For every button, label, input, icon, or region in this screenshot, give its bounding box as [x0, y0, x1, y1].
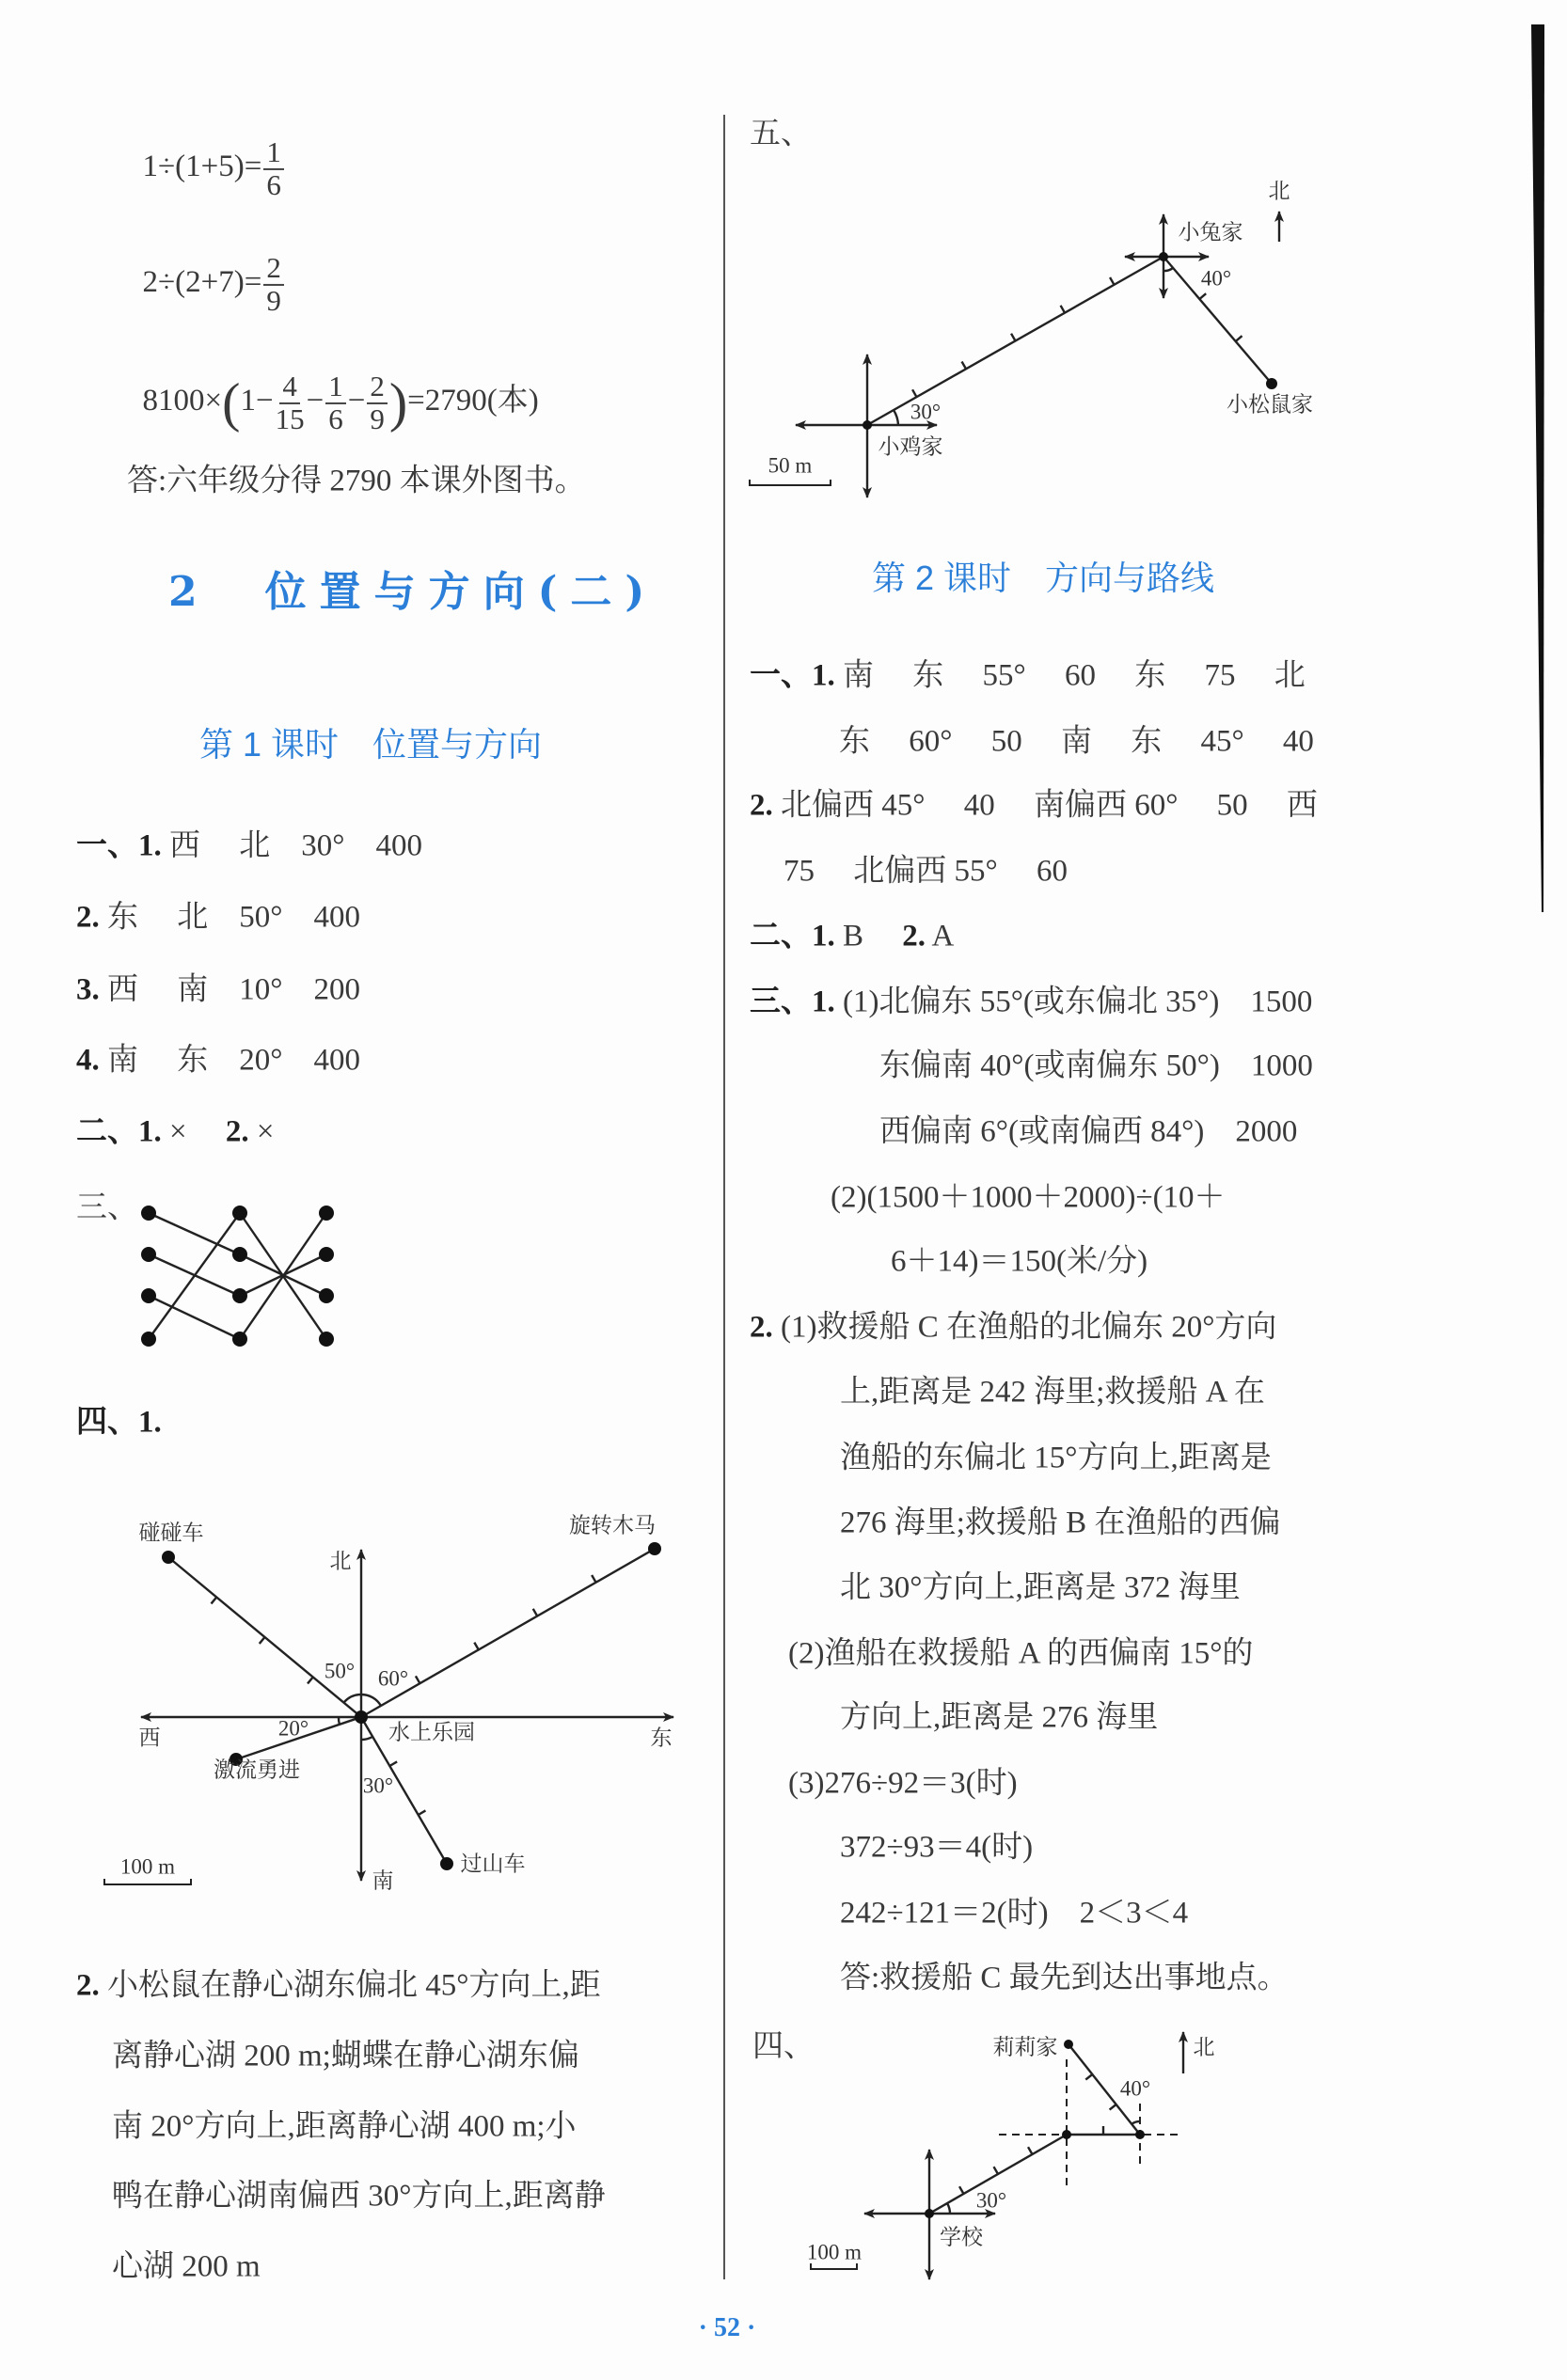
answer-line [76, 828, 422, 863]
rafting-label: 激流勇进 [214, 1757, 300, 1782]
answer-line [840, 1570, 1241, 1605]
item-text: (1)北偏东 55°(或东偏北 35°) 1500 [834, 985, 1313, 1019]
item-label: 一、1. [750, 658, 835, 693]
page-number: · 52 · [698, 2313, 756, 2342]
route-diagram [811, 2032, 1183, 2279]
answer-line: 鸭在静心湖南偏西 30°方向上,距离静 [112, 2179, 606, 2214]
scale-tick [1028, 2147, 1032, 2154]
numerator: 2 [367, 371, 388, 404]
numerator: 1 [325, 371, 346, 404]
item-text: 东 60° 50 南 东 45° 40 [839, 724, 1314, 759]
scale-tick [959, 2186, 963, 2194]
answer-line [76, 1114, 275, 1149]
left-paren: ( [222, 371, 241, 433]
answer-line [840, 1896, 1189, 1931]
scale-label: 100 m [806, 2240, 863, 2264]
scale-tick [912, 389, 916, 397]
denominator: 9 [370, 402, 385, 435]
equation-prefix: 8100× [142, 384, 223, 418]
answer-line [831, 1180, 1226, 1215]
scale-tick [1199, 293, 1206, 299]
equation-3 [127, 340, 539, 434]
scale-tick [1110, 277, 1114, 285]
item-label: 二、1. [750, 919, 835, 954]
item-text: 75 北偏西 55° 60 [784, 854, 1068, 889]
scale-tick [592, 1575, 595, 1583]
fraction [263, 250, 284, 317]
question-5-label: 五、 [750, 117, 812, 151]
answer-line [750, 788, 1318, 823]
item-label: 3. [76, 972, 100, 1007]
answer-line [840, 1375, 1265, 1410]
answer-line [76, 972, 360, 1007]
scale-tick [994, 2167, 998, 2174]
lesson-2-title: 第 2 课时 方向与路线 [872, 559, 1215, 597]
north-label: 北 [1193, 2035, 1215, 2059]
water-park-label: 水上乐园 [388, 1720, 475, 1744]
north-label: 北 [329, 1549, 352, 1573]
numerator: 2 [263, 253, 284, 286]
answer-line [788, 1766, 1018, 1801]
answer-text: 答:六年级分得 2790 本课外图书。 [127, 464, 586, 498]
item-text: 西 北 30° 400 [161, 828, 422, 863]
chapter-title: 2 位置与方向(二) [168, 568, 658, 616]
item-text: 答:救援船 C 最先到达出事地点。 [840, 1961, 1289, 1995]
item-text: 方向上,距离是 276 海里 [840, 1700, 1159, 1735]
right-paren: ) [388, 371, 408, 433]
fraction [263, 134, 284, 201]
answer-line [840, 1505, 1281, 1540]
item-text: 西偏南 6°(或南偏西 84°) 2000 [879, 1114, 1298, 1149]
item-text: 372÷93＝4(时) [840, 1830, 1034, 1865]
item-label: 2. [225, 1114, 249, 1149]
item-text: 6＋14)＝150(米/分) [891, 1244, 1148, 1279]
scale-tick [533, 1609, 537, 1616]
equation-expression: 2÷(2+7)= [142, 265, 262, 300]
equation-part: 1− [240, 384, 274, 418]
equation-result: =2790(本) [407, 384, 539, 418]
item-text: 西 南 10° 200 [99, 972, 360, 1007]
denominator: 6 [266, 167, 281, 201]
scale-tick [260, 1637, 265, 1644]
minus-sign: − [347, 384, 366, 418]
fraction [325, 371, 346, 434]
equation-2 [127, 222, 286, 316]
east-label: 东 [650, 1726, 673, 1750]
denominator: 15 [275, 402, 305, 435]
angle-label: 60° [377, 1666, 409, 1691]
answer-line [76, 1968, 601, 2003]
item-text: 北偏西 45° 40 南偏西 60° 50 西 [772, 788, 1318, 823]
scale-tick [1061, 306, 1065, 313]
angle-label: 30° [362, 1773, 394, 1798]
equation-1 [127, 106, 286, 200]
matching-lines [149, 1213, 326, 1339]
item-text: 小松鼠在静心湖东偏北 45°方向上,距 [99, 1968, 601, 2003]
scan-edge [1531, 24, 1544, 912]
scale-tick [416, 1676, 419, 1683]
fraction [367, 371, 388, 434]
item-label: 4. [76, 1043, 100, 1078]
answer-line: 南 20°方向上,距离静心湖 400 m;小 [112, 2109, 577, 2144]
item-label: 2. [750, 788, 773, 823]
answer-line [784, 854, 1068, 889]
denominator: 6 [328, 402, 343, 435]
west-label: 西 [138, 1726, 161, 1750]
item-label: 2. [76, 1968, 100, 2003]
numerator: 4 [279, 371, 300, 404]
answer-line [840, 1963, 1289, 1994]
scale-tick [1110, 2104, 1116, 2110]
answer-line: 离静心湖 200 m;蝴蝶在静心湖东偏 [112, 2039, 579, 2073]
item-text: (1)救援船 C 在渔船的北偏东 20°方向 [772, 1310, 1277, 1345]
scale-tick [962, 362, 966, 370]
item-label: 2. [750, 1310, 773, 1345]
rabbit-home-label: 小兔家 [1178, 220, 1243, 244]
answer-line [750, 1310, 1277, 1345]
answer-line: 心湖 200 m [112, 2249, 261, 2284]
scale-tick [1085, 2074, 1092, 2080]
answer-line [750, 987, 1312, 1018]
scale-label: 50 m [768, 453, 813, 478]
angle-label: 20° [277, 1716, 309, 1741]
answer-line [839, 724, 1314, 759]
answer-line [840, 1443, 1272, 1474]
item-text: 276 海里;救援船 B 在渔船的西偏 [840, 1505, 1281, 1540]
item-text: × [161, 1114, 226, 1149]
item-text: 南 东 55° 60 东 75 北 [834, 658, 1306, 693]
scale-tick [1236, 336, 1243, 341]
scale-tick [308, 1678, 313, 1684]
angle-label: 40° [1200, 266, 1232, 291]
lili-home-label: 莉莉家 [992, 2035, 1058, 2059]
item-label: 一、1. [76, 828, 162, 863]
item-text: 南 东 20° 400 [99, 1043, 360, 1078]
south-label: 南 [372, 1868, 394, 1893]
item-text: 242÷121＝2(时) 2＜3＜4 [840, 1896, 1189, 1931]
chicken-home-label: 小鸡家 [878, 434, 943, 459]
answer-line [750, 919, 955, 954]
question-4-label: 四、 [752, 2029, 815, 2064]
scale-tick [474, 1643, 478, 1650]
answer-line [891, 1244, 1148, 1279]
answer-line [879, 1048, 1313, 1083]
item-text: B [834, 919, 903, 954]
item-text: × [248, 1114, 275, 1149]
item-text: (2)(1500＋1000＋2000)÷(10＋ [831, 1180, 1226, 1215]
scale-label: 100 m [119, 1854, 176, 1879]
fraction [276, 371, 305, 434]
north-label: 北 [1268, 179, 1290, 203]
item-text: (2)渔船在救援船 A 的西偏南 15°的 [788, 1636, 1254, 1671]
home-diagram [750, 212, 1279, 497]
item-text: (3)276÷92＝3(时) [788, 1766, 1018, 1801]
denominator: 9 [266, 283, 281, 317]
answer-line [840, 1830, 1034, 1865]
school-label: 学校 [940, 2225, 983, 2249]
equation-expression: 1÷(1+5)= [142, 150, 262, 184]
scale-tick [389, 1761, 397, 1766]
numerator: 1 [263, 137, 284, 170]
squirrel-home-label: 小松鼠家 [1227, 392, 1313, 417]
item-text: 东 北 50° 400 [99, 900, 360, 935]
item-text: A [926, 919, 955, 954]
item-label: 四、1. [76, 1405, 162, 1440]
angle-label: 30° [910, 400, 942, 424]
scale-tick [419, 1810, 426, 1815]
carousel-label: 旋转木马 [569, 1513, 656, 1537]
answer-line [879, 1114, 1298, 1149]
answer-line [76, 900, 360, 935]
answer-line [750, 658, 1306, 693]
item-label: 二、1. [76, 1114, 162, 1149]
minus-sign: − [306, 384, 324, 418]
angle-label: 50° [324, 1659, 356, 1683]
bumper-cars-label: 碰碰车 [138, 1521, 204, 1545]
angle-label: 40° [1119, 2076, 1151, 2101]
answer-line [840, 1700, 1159, 1735]
angle-label: 30° [975, 2188, 1007, 2213]
scale-tick [1011, 334, 1015, 341]
question-3-label: 三、 [76, 1190, 138, 1225]
answer-line [788, 1636, 1254, 1671]
question-4-label [76, 1405, 162, 1440]
lesson-1-title: 第 1 课时 位置与方向 [199, 725, 543, 764]
item-label: 三、1. [750, 985, 835, 1019]
item-text: 北 30°方向上,距离是 372 海里 [840, 1570, 1241, 1605]
roller-coaster-label: 过山车 [460, 1852, 526, 1876]
scale-tick [212, 1598, 217, 1604]
item-label: 2. [902, 919, 926, 954]
item-text: 渔船的东偏北 15°方向上,距离是 [840, 1441, 1272, 1475]
item-text: 上,距离是 242 海里;救援船 A 在 [840, 1375, 1265, 1410]
answer-line [76, 1043, 360, 1078]
park-diagram [104, 1549, 673, 1884]
item-text: 东偏南 40°(或南偏东 50°) 1000 [879, 1048, 1313, 1083]
item-label: 2. [76, 900, 100, 935]
